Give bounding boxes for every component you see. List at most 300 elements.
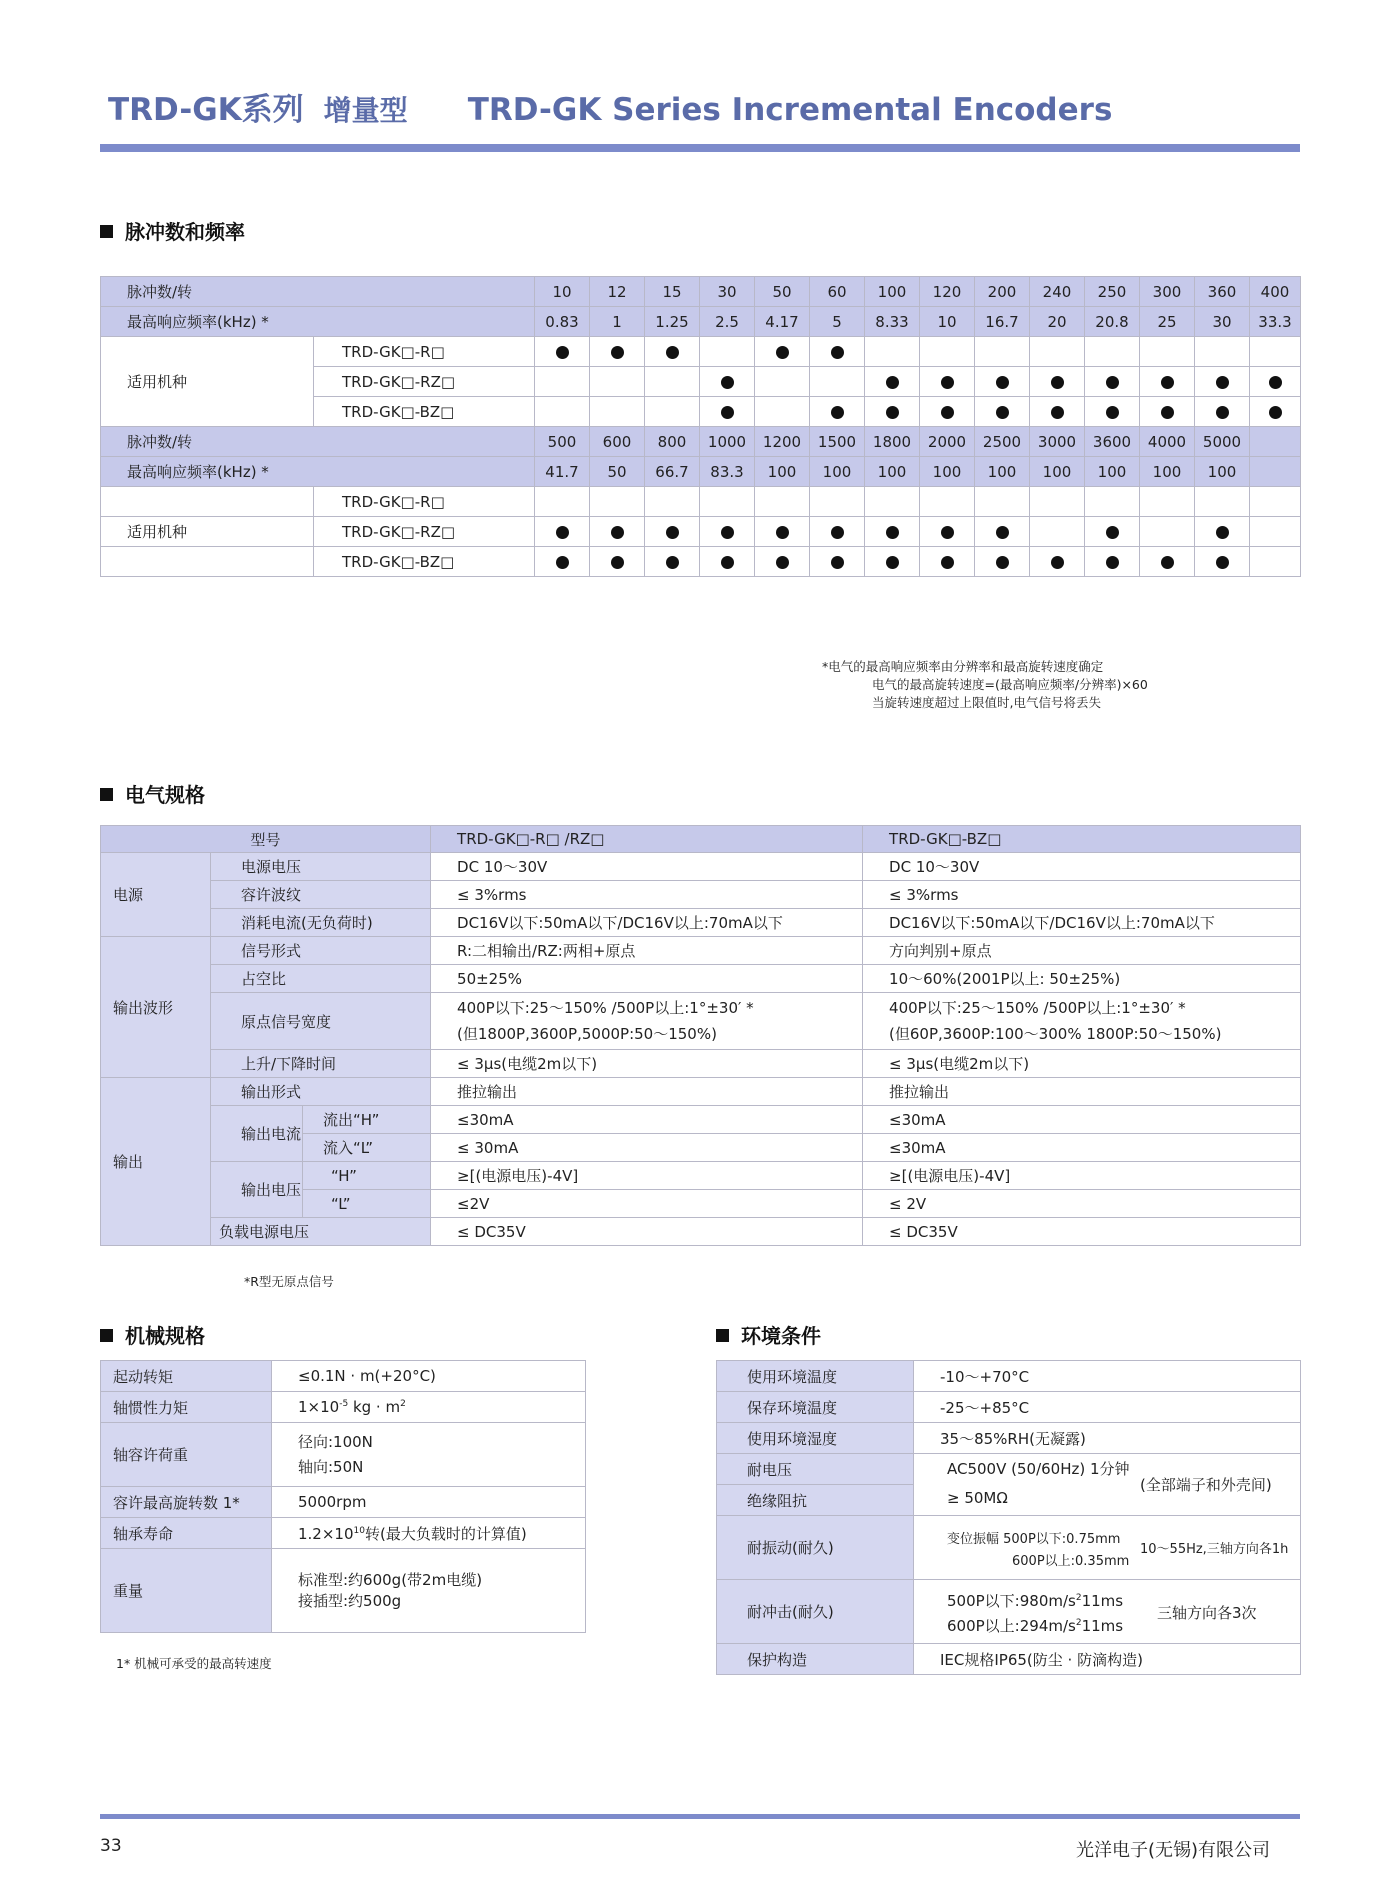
ppr-row-cell: 240 (1030, 277, 1085, 307)
row-label: 输出形式 (211, 1078, 431, 1106)
row-label: 输出电压 (211, 1162, 303, 1218)
available-dot-icon (1269, 376, 1282, 389)
available-dot-icon (1161, 556, 1174, 569)
col2-head: TRD-GK□-BZ□ (863, 826, 1301, 853)
footer-rule (100, 1814, 1300, 1819)
cell-value: DC16V以下:50mA以下/DC16V以上:70mA以下 (863, 909, 1301, 937)
availability-cell (1250, 547, 1301, 577)
square-bullet-icon (100, 1329, 113, 1342)
availability-cell (755, 337, 810, 367)
ppr-row-cell: 1500 (810, 427, 865, 457)
availability-cell (1250, 517, 1301, 547)
available-dot-icon (831, 406, 844, 419)
available-dot-icon (996, 406, 1009, 419)
availability-cell (810, 487, 865, 517)
cell-value: ≤30mA (431, 1106, 863, 1134)
freq-row-cell: 4.17 (755, 307, 810, 337)
sub-label: “H” (303, 1162, 431, 1190)
available-dot-icon (1216, 526, 1229, 539)
available-dot-icon (941, 406, 954, 419)
available-dot-icon (556, 556, 569, 569)
available-dot-icon (1051, 376, 1064, 389)
electrical-table (100, 825, 1301, 1246)
freq-row-cell: 1.25 (645, 307, 700, 337)
availability-cell (1140, 517, 1195, 547)
row-label: 耐电压 (717, 1454, 914, 1485)
freq-row-cell: 100 (1140, 457, 1195, 487)
available-dot-icon (886, 376, 899, 389)
elec-note: *R型无原点信号 (244, 1274, 334, 1289)
cell-value: 方向判别+原点 (863, 937, 1301, 965)
header-rule (100, 144, 1300, 152)
availability-cell (975, 487, 1030, 517)
ppr-row-cell: 1200 (755, 427, 810, 457)
availability-cell (920, 487, 975, 517)
freq-row-label: 最高响应频率(kHz) * (101, 307, 535, 337)
model-head: 型号 (101, 826, 431, 853)
cell-value: 400P以下:25～150% /500P以上:1°±30′ * (但60P,3600P:100～300% 1800P:50～150%) (863, 993, 1301, 1050)
availability-cell (1250, 367, 1301, 397)
col1-head: TRD-GK□-R□ /RZ□ (431, 826, 863, 853)
available-dot-icon (556, 526, 569, 539)
available-dot-icon (611, 526, 624, 539)
available-dot-icon (721, 406, 734, 419)
available-dot-icon (1106, 376, 1119, 389)
ppr-row-cell: 120 (920, 277, 975, 307)
model-name: TRD-GK□-BZ□ (314, 397, 535, 427)
available-dot-icon (666, 526, 679, 539)
availability-cell (535, 337, 590, 367)
available-dot-icon (721, 556, 734, 569)
row-label: 起动转矩 (101, 1361, 272, 1392)
available-dot-icon (886, 526, 899, 539)
cell-value: DC 10～30V (431, 853, 863, 881)
row-label: 使用环境温度 (717, 1361, 914, 1392)
ppr-row-cell: 100 (865, 277, 920, 307)
pulse-note-1: *电气的最高响应频率由分辨率和最高旋转速度确定 (822, 659, 1104, 674)
availability-cell (535, 487, 590, 517)
freq-row-cell (1250, 457, 1301, 487)
row-label: 保存环境温度 (717, 1392, 914, 1423)
ppr-row-cell: 12 (590, 277, 645, 307)
title-en: TRD-GK Series Incremental Encoders (467, 92, 1113, 128)
ppr-row-cell: 1800 (865, 427, 920, 457)
availability-cell (975, 337, 1030, 367)
available-dot-icon (831, 556, 844, 569)
availability-cell (865, 337, 920, 367)
freq-row-cell: 100 (1195, 457, 1250, 487)
row-label: 负载电源电压 (211, 1218, 431, 1246)
freq-row-cell: 20.8 (1085, 307, 1140, 337)
pulse-note-3: 当旋转速度超过上限值时,电气信号将丢失 (872, 695, 1101, 710)
cell-value: ≤ DC35V (431, 1218, 863, 1246)
row-label: 原点信号宽度 (211, 993, 431, 1050)
availability-cell (755, 517, 810, 547)
ppr-row-cell: 250 (1085, 277, 1140, 307)
cell-value: $1.2\times 10^{10}$转(最大负载时的计算值) (272, 1518, 586, 1549)
cell-value: 标准型:约600g(带2m电缆) 接插型:约500g (272, 1549, 586, 1633)
availability-cell (1195, 367, 1250, 397)
availability-cell (645, 337, 700, 367)
availability-cell (1140, 367, 1195, 397)
freq-row-cell: 41.7 (535, 457, 590, 487)
availability-cell (810, 337, 865, 367)
availability-cell (535, 547, 590, 577)
availability-cell (1030, 547, 1085, 577)
cell-value: -25～+85°C (914, 1392, 1301, 1423)
availability-cell (1085, 397, 1140, 427)
availability-cell (975, 397, 1030, 427)
availability-cell (535, 397, 590, 427)
availability-cell (865, 367, 920, 397)
available-dot-icon (941, 556, 954, 569)
available-dot-icon (776, 346, 789, 359)
row-label: 重量 (101, 1549, 272, 1633)
ppr-row-cell: 400 (1250, 277, 1301, 307)
subtitle-cn: 增量型 (323, 94, 408, 127)
availability-cell (645, 487, 700, 517)
ppr-row-cell: 30 (700, 277, 755, 307)
availability-cell (645, 517, 700, 547)
availability-cell (1195, 397, 1250, 427)
availability-cell (1030, 517, 1085, 547)
freq-row-cell: 100 (810, 457, 865, 487)
availability-cell (1140, 337, 1195, 367)
ppr-row-label: 脉冲数/转 (101, 277, 535, 307)
row-label: 消耗电流(无负荷时) (211, 909, 431, 937)
cell-value: ≥[(电源电压)-4V] (431, 1162, 863, 1190)
model-name: TRD-GK□-RZ□ (314, 367, 535, 397)
freq-row-cell: 30 (1195, 307, 1250, 337)
available-dot-icon (556, 346, 569, 359)
availability-cell (590, 547, 645, 577)
availability-cell (975, 367, 1030, 397)
availability-cell (1140, 487, 1195, 517)
terminal-note: (全部端子和外壳间) (1140, 1476, 1272, 1494)
freq-row-cell: 25 (1140, 307, 1195, 337)
available-dot-icon (1106, 556, 1119, 569)
row-label: 上升/下降时间 (211, 1050, 431, 1078)
availability-cell (700, 397, 755, 427)
ppr-row-cell: 360 (1195, 277, 1250, 307)
availability-cell (1085, 337, 1140, 367)
availability-cell (700, 367, 755, 397)
cell-value: AC500V (50/60Hz) 1分钟 ≥ 50MΩ (全部端子和外壳间) (914, 1454, 1301, 1516)
cell-value: 10～60%(2001P以上: 50±25%) (863, 965, 1301, 993)
availability-cell (1030, 367, 1085, 397)
availability-cell (975, 517, 1030, 547)
ppr-row-cell: 10 (535, 277, 590, 307)
environment-table (716, 1360, 1301, 1675)
cell-value: ≤30mA (863, 1106, 1301, 1134)
available-dot-icon (776, 526, 789, 539)
page-number: 33 (100, 1836, 122, 1856)
cell-value: 35～85%RH(无凝露) (914, 1423, 1301, 1454)
ppr-row-cell: 2000 (920, 427, 975, 457)
available-dot-icon (611, 346, 624, 359)
model-name: TRD-GK□-R□ (314, 337, 535, 367)
freq-row-cell: 0.83 (535, 307, 590, 337)
availability-cell (865, 517, 920, 547)
row-label: 轴承寿命 (101, 1518, 272, 1549)
cell-value: ≤ 2V (863, 1190, 1301, 1218)
cell-value: ≤ 3μs(电缆2m以下) (863, 1050, 1301, 1078)
freq-row-cell: 100 (975, 457, 1030, 487)
available-dot-icon (1216, 406, 1229, 419)
availability-cell (1250, 487, 1301, 517)
available-dot-icon (1161, 406, 1174, 419)
availability-cell (920, 367, 975, 397)
availability-cell (590, 397, 645, 427)
cell-value: DC16V以下:50mA以下/DC16V以上:70mA以下 (431, 909, 863, 937)
availability-cell (810, 397, 865, 427)
availability-cell (1030, 487, 1085, 517)
available-dot-icon (1216, 376, 1229, 389)
availability-cell (755, 547, 810, 577)
model-group-label: 适用机种 (101, 517, 314, 547)
row-label: 电源电压 (211, 853, 431, 881)
cell-value: ≤ 3μs(电缆2m以下) (431, 1050, 863, 1078)
model-name: TRD-GK□-R□ (314, 487, 535, 517)
available-dot-icon (996, 376, 1009, 389)
cell-value: 推拉输出 (431, 1078, 863, 1106)
availability-cell (1085, 517, 1140, 547)
available-dot-icon (721, 526, 734, 539)
availability-cell (755, 487, 810, 517)
model-group-label (101, 487, 314, 517)
ppr-row-cell: 200 (975, 277, 1030, 307)
freq-row-cell: 5 (810, 307, 865, 337)
availability-cell (535, 367, 590, 397)
available-dot-icon (831, 526, 844, 539)
row-label: 保护构造 (717, 1644, 914, 1675)
availability-cell (1250, 397, 1301, 427)
ppr-row-cell: 3000 (1030, 427, 1085, 457)
cell-value: ≤2V (431, 1190, 863, 1218)
available-dot-icon (1216, 556, 1229, 569)
availability-cell (700, 517, 755, 547)
available-dot-icon (1161, 376, 1174, 389)
cell-value: 500P以下$:980m/s^211ms$ 600P以上$:294m/s^211ms$ 三轴方向各3次 (914, 1580, 1301, 1644)
availability-cell (865, 547, 920, 577)
company-name: 光洋电子(无锡)有限公司 (1076, 1840, 1271, 1861)
availability-cell (1195, 337, 1250, 367)
cell-value: ≤ DC35V (863, 1218, 1301, 1246)
ppr-row-cell: 600 (590, 427, 645, 457)
availability-cell (645, 367, 700, 397)
sub-label: 流入“L” (303, 1134, 431, 1162)
sub-label: 流出“H” (303, 1106, 431, 1134)
availability-cell (700, 337, 755, 367)
availability-cell (865, 487, 920, 517)
cell-value: 变位振幅 500P以下:0.75mm 600P以上:0.35mm 10～55Hz,三轴方向各1h (914, 1516, 1301, 1580)
ppr-row-cell: 800 (645, 427, 700, 457)
available-dot-icon (1051, 406, 1064, 419)
model-name: TRD-GK□-BZ□ (314, 547, 535, 577)
cell-value: $1\times 10^{-5}$ kg · $m^2$ (272, 1392, 586, 1423)
cell-value: ≥[(电源电压)-4V] (863, 1162, 1301, 1190)
row-label: 轴惯性力矩 (101, 1392, 272, 1423)
freq-row-cell: 8.33 (865, 307, 920, 337)
ppr-row-cell: 500 (535, 427, 590, 457)
freq-row-cell: 2.5 (700, 307, 755, 337)
available-dot-icon (831, 346, 844, 359)
pulse-table (100, 276, 1301, 577)
cell-value: ≤ 30mA (431, 1134, 863, 1162)
cell-value: ≤0.1N · m(+20°C) (272, 1361, 586, 1392)
available-dot-icon (611, 556, 624, 569)
freq-row-cell: 100 (1085, 457, 1140, 487)
model-group-label: 适用机种 (101, 337, 314, 427)
cell-value: DC 10～30V (863, 853, 1301, 881)
pulse-note-2: 电气的最高旋转速度=(最高响应频率/分辨率)×60 (872, 677, 1148, 692)
ppr-row-cell: 15 (645, 277, 700, 307)
row-label: 占空比 (211, 965, 431, 993)
availability-cell (700, 487, 755, 517)
cell-value: -10～+70°C (914, 1361, 1301, 1392)
availability-cell (1085, 547, 1140, 577)
cell-value: R:二相输出/RZ:两相+原点 (431, 937, 863, 965)
row-label: 耐振动(耐久) (717, 1516, 914, 1580)
availability-cell (1250, 337, 1301, 367)
square-bullet-icon (716, 1329, 729, 1342)
availability-cell (920, 397, 975, 427)
title-cn: TRD-GK系列 (108, 92, 304, 128)
availability-cell (1030, 397, 1085, 427)
availability-cell (865, 397, 920, 427)
freq-row-cell: 20 (1030, 307, 1085, 337)
availability-cell (810, 517, 865, 547)
freq-row-cell: 100 (755, 457, 810, 487)
ppr-row-cell: 300 (1140, 277, 1195, 307)
availability-cell (590, 487, 645, 517)
cell-value: ≤ 3%rms (863, 881, 1301, 909)
cell-value: 5000rpm (272, 1487, 586, 1518)
available-dot-icon (1269, 406, 1282, 419)
availability-cell (1140, 547, 1195, 577)
freq-row-cell: 50 (590, 457, 645, 487)
availability-cell (975, 547, 1030, 577)
availability-cell (920, 517, 975, 547)
mechanical-table (100, 1360, 586, 1633)
available-dot-icon (1106, 526, 1119, 539)
page-header (108, 84, 1112, 129)
freq-row-cell: 66.7 (645, 457, 700, 487)
availability-cell (1140, 397, 1195, 427)
freq-row-cell: 100 (865, 457, 920, 487)
availability-cell (1195, 517, 1250, 547)
availability-cell (590, 337, 645, 367)
row-label: 绝缘阻抗 (717, 1485, 914, 1516)
availability-cell (920, 547, 975, 577)
row-label: 信号形式 (211, 937, 431, 965)
freq-row-cell: 100 (920, 457, 975, 487)
cell-value: ≤ 3%rms (431, 881, 863, 909)
available-dot-icon (941, 376, 954, 389)
availability-cell (645, 547, 700, 577)
freq-row-cell: 16.7 (975, 307, 1030, 337)
sub-label: “L” (303, 1190, 431, 1218)
cell-value: 400P以下:25～150% /500P以上:1°±30′ * (但1800P,3600P,5000P:50～150%) (431, 993, 863, 1050)
availability-cell (1195, 487, 1250, 517)
row-label: 容许最高旋转数 1* (101, 1487, 272, 1518)
row-label: 容许波纹 (211, 881, 431, 909)
availability-cell (590, 367, 645, 397)
available-dot-icon (1106, 406, 1119, 419)
cell-value: IEC规格IP65(防尘 · 防滴构造) (914, 1644, 1301, 1675)
ppr-row-cell: 5000 (1195, 427, 1250, 457)
cell-value: 50±25% (431, 965, 863, 993)
cell-value: ≤30mA (863, 1134, 1301, 1162)
row-label: 使用环境湿度 (717, 1423, 914, 1454)
availability-cell (1030, 337, 1085, 367)
square-bullet-icon (100, 225, 113, 238)
availability-cell (755, 397, 810, 427)
row-label: 输出电流 (211, 1106, 303, 1162)
availability-cell (535, 517, 590, 547)
availability-cell (1085, 487, 1140, 517)
freq-row-label: 最高响应频率(kHz) * (101, 457, 535, 487)
ppr-row-cell: 50 (755, 277, 810, 307)
ppr-row-label: 脉冲数/转 (101, 427, 535, 457)
model-name: TRD-GK□-RZ□ (314, 517, 535, 547)
freq-row-cell: 1 (590, 307, 645, 337)
available-dot-icon (666, 556, 679, 569)
freq-row-cell: 33.3 (1250, 307, 1301, 337)
available-dot-icon (886, 556, 899, 569)
availability-cell (755, 367, 810, 397)
freq-row-cell: 10 (920, 307, 975, 337)
model-group-label (101, 547, 314, 577)
section-env-title: 环境条件 (716, 1320, 821, 1349)
ppr-row-cell: 1000 (700, 427, 755, 457)
section-mech-title: 机械规格 (100, 1320, 205, 1349)
group-wave: 输出波形 (101, 937, 211, 1078)
availability-cell (810, 547, 865, 577)
available-dot-icon (776, 556, 789, 569)
freq-row-cell: 100 (1030, 457, 1085, 487)
available-dot-icon (666, 346, 679, 359)
availability-cell (1085, 367, 1140, 397)
ppr-row-cell: 3600 (1085, 427, 1140, 457)
cell-value: 径向:100N 轴向:50N (272, 1423, 586, 1487)
available-dot-icon (721, 376, 734, 389)
freq-row-cell: 83.3 (700, 457, 755, 487)
mech-note: 1* 机械可承受的最高转速度 (116, 1656, 272, 1671)
available-dot-icon (941, 526, 954, 539)
availability-cell (700, 547, 755, 577)
cell-value: 推拉输出 (863, 1078, 1301, 1106)
row-label: 轴容许荷重 (101, 1423, 272, 1487)
ppr-row-cell (1250, 427, 1301, 457)
availability-cell (920, 337, 975, 367)
available-dot-icon (996, 556, 1009, 569)
section-elec-title: 电气规格 (100, 779, 205, 808)
availability-cell (645, 397, 700, 427)
available-dot-icon (886, 406, 899, 419)
available-dot-icon (1051, 556, 1064, 569)
availability-cell (1195, 547, 1250, 577)
row-label: 耐冲击(耐久) (717, 1580, 914, 1644)
availability-cell (590, 517, 645, 547)
availability-cell (810, 367, 865, 397)
ppr-row-cell: 2500 (975, 427, 1030, 457)
available-dot-icon (996, 526, 1009, 539)
square-bullet-icon (100, 788, 113, 801)
ppr-row-cell: 60 (810, 277, 865, 307)
group-output: 输出 (101, 1078, 211, 1246)
ppr-row-cell: 4000 (1140, 427, 1195, 457)
